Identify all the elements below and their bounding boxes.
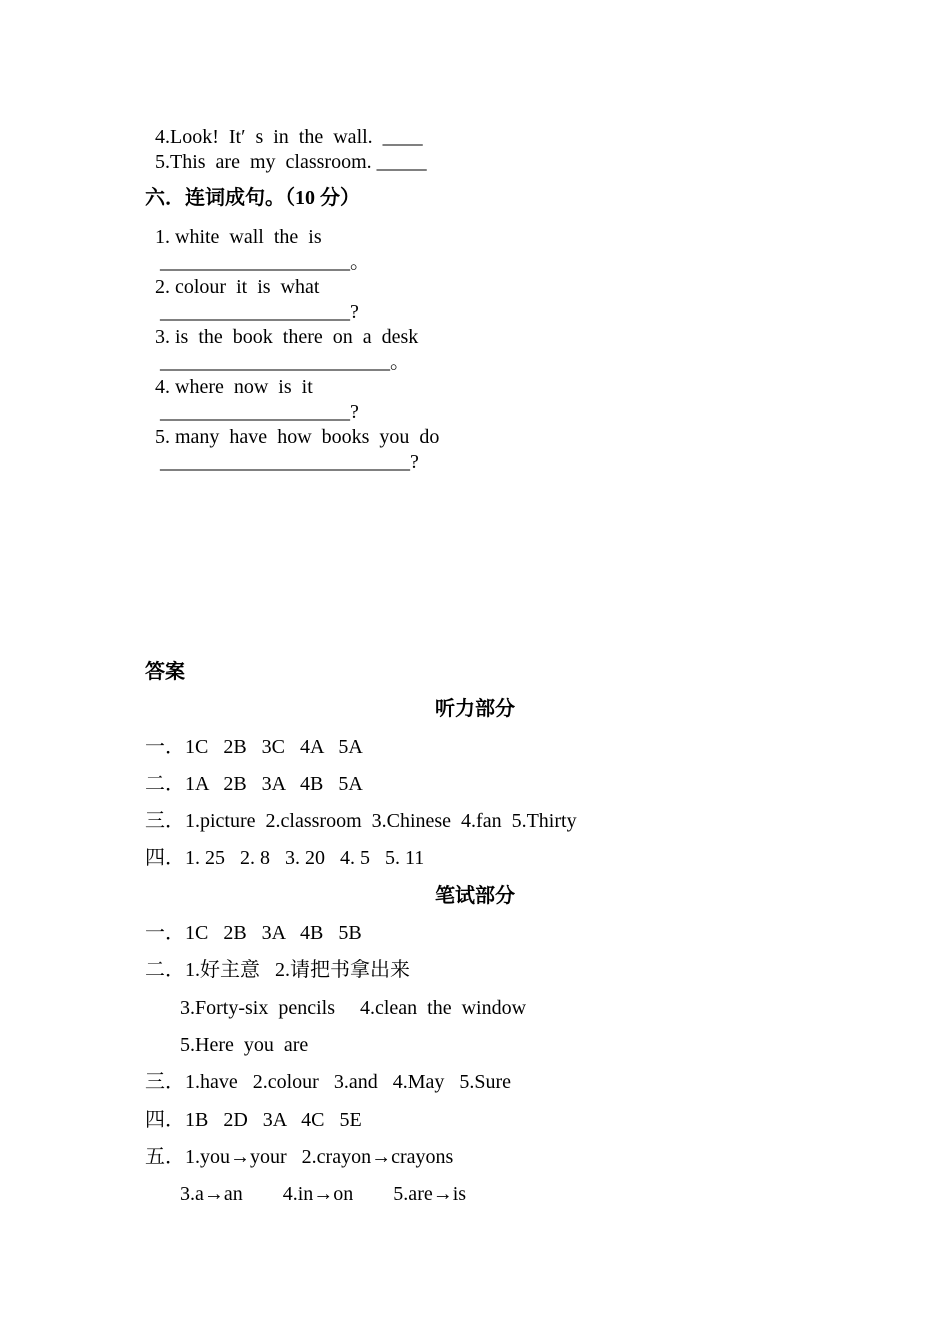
exercise-words: 3. is the book there on a desk — [155, 326, 419, 348]
answer-line: 三．1.picture 2.classroom 3.Chinese 4.fan 5.Thirty — [145, 810, 577, 832]
exercise-words: 5. many have how books you do — [155, 426, 440, 448]
answer-line: 三．1.have 2.colour 3.and 4.May 5.Sure — [145, 1071, 512, 1093]
answer-blank: _________________________? — [155, 451, 419, 473]
answer-line: 一．1C 2B 3A 4B 5B — [145, 922, 362, 944]
answer-line: 四．1B 2D 3A 4C 5E — [145, 1109, 362, 1131]
answer-line: 二．1A 2B 3A 4B 5A — [145, 773, 363, 795]
answer-blank: ___________________? — [155, 401, 359, 423]
exercise-words: 4. where now is it — [155, 376, 313, 398]
answer-blank: ___________________? — [155, 301, 359, 323]
answer-blank: ___________________。 — [155, 251, 370, 273]
written-section-title: 笔试部分 — [435, 885, 515, 907]
exercise-line: 5.This are my classroom. _____ — [155, 151, 427, 173]
answers-title: 答案 — [145, 661, 185, 683]
section-heading: 六．连词成句。（10 分） — [145, 187, 360, 209]
listening-section-title: 听力部分 — [435, 698, 515, 720]
exercise-words: 2. colour it is what — [155, 276, 320, 298]
answer-line: 5.Here you are — [145, 1034, 309, 1056]
answer-line: 3.a→an 4.in→on 5.are→is — [145, 1183, 467, 1205]
answer-line: 五．1.you→your 2.crayon→crayons — [145, 1146, 454, 1168]
exercise-words: 1. white wall the is — [155, 226, 322, 248]
answer-line: 一．1C 2B 3C 4A 5A — [145, 736, 363, 758]
answer-blank: _______________________。 — [155, 351, 410, 373]
answer-line: 3.Forty-six pencils 4.clean the window — [145, 997, 527, 1019]
exercise-line: 4.Look! It′ s in the wall. ____ — [155, 126, 423, 148]
answer-line: 二．1.好主意 2.请把书拿出来 — [145, 959, 410, 981]
answer-line: 四．1. 25 2. 8 3. 20 4. 5 5. 11 — [145, 847, 425, 869]
